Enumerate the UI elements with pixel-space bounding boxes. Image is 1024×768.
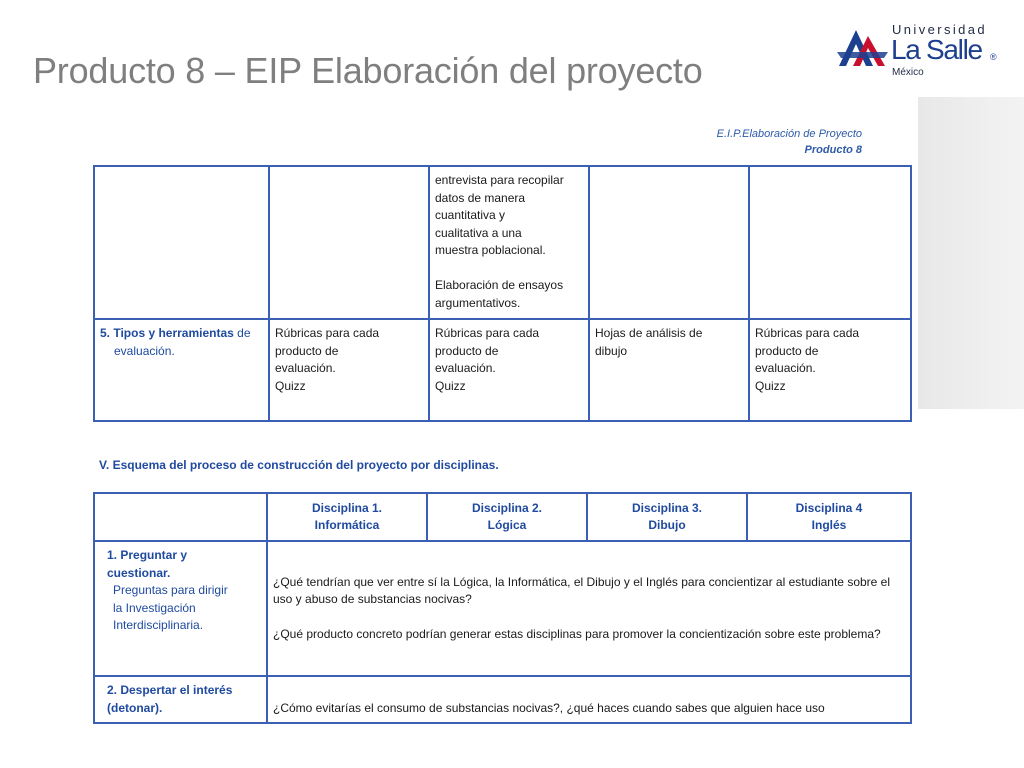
disciplines-table bbox=[93, 492, 912, 724]
la-salle-logo bbox=[836, 22, 1006, 82]
table-row bbox=[94, 676, 911, 723]
evaluation-label-tail: de bbox=[233, 326, 251, 340]
evaluation-label-line2: evaluación. bbox=[114, 343, 175, 358]
document-header-title: E.I.P.Elaboración de Proyecto bbox=[716, 128, 862, 140]
evaluation-cell-logica: Rúbricas para cada producto de evaluación. Quizz bbox=[429, 319, 589, 421]
document-header bbox=[717, 126, 862, 158]
interest-label-cell: 2. Despertar el interés (detonar). bbox=[94, 676, 267, 723]
document-header-product: Producto 8 bbox=[804, 144, 862, 156]
discipline-3-header: Disciplina 3. Dibujo bbox=[587, 493, 747, 541]
document-scan bbox=[86, 116, 918, 726]
evaluation-label-bold: 5. Tipos y herramientas bbox=[100, 326, 234, 340]
question-content-cell: ¿Qué tendrían que ver entre sí la Lógica, la Informática, el Dibujo y el Inglés para concientizar al estudiante sobre el uso y abuso de substancias nocivas? ¿Qué producto concreto podrían generar estas disciplinas para promover la concientización sobre este problema? bbox=[267, 541, 911, 676]
discipline-2-header: Disciplina 2. Lógica bbox=[427, 493, 587, 541]
question-label-cell bbox=[94, 541, 267, 676]
slide-title: Producto 8 – EIP Elaboración del proyecto bbox=[33, 50, 703, 91]
evaluation-cell-dibujo: Hojas de análisis de dibujo bbox=[589, 319, 749, 421]
table-row bbox=[94, 166, 911, 319]
table-cell bbox=[94, 166, 269, 319]
logo-country-text: México bbox=[892, 67, 924, 78]
logo-registered-mark: ® bbox=[990, 52, 997, 62]
question-label-rest: Preguntas para dirigir la Investigación Interdisciplinaria. bbox=[113, 583, 228, 632]
evaluation-cell-ingles: Rúbricas para cada producto de evaluación. Quizz bbox=[749, 319, 911, 421]
table-header-row bbox=[94, 493, 911, 541]
evaluation-table bbox=[93, 165, 912, 422]
table-cell bbox=[94, 493, 267, 541]
evaluation-cell-informatica: Rúbricas para cada producto de evaluación. Quizz bbox=[269, 319, 429, 421]
logo-university-text: Universidad bbox=[892, 22, 988, 37]
logo-name-text: La Salle bbox=[891, 34, 982, 65]
section-v-heading: V. Esquema del proceso de construcción del proyecto por disciplinas. bbox=[99, 458, 499, 472]
table-cell-activities: entrevista para recopilar datos de manera cuantitativa y cualitativa a una muestra poblacional. Elaboración de ensayos argumentativos. bbox=[429, 166, 589, 319]
la-salle-star-icon bbox=[836, 22, 890, 76]
interest-content-cell: ¿Cómo evitarías el consumo de substancias nocivas?, ¿qué haces cuando sabes que alguien hace uso bbox=[267, 676, 911, 723]
table-row bbox=[94, 319, 911, 421]
evaluation-label-cell bbox=[94, 319, 269, 421]
table-row bbox=[94, 541, 911, 676]
discipline-1-header: Disciplina 1. Informática bbox=[267, 493, 427, 541]
table-cell bbox=[589, 166, 749, 319]
table-cell bbox=[749, 166, 911, 319]
discipline-4-header: Disciplina 4 Inglés bbox=[747, 493, 911, 541]
question-label-bold: 1. Preguntar y cuestionar. bbox=[107, 548, 188, 580]
table-cell bbox=[269, 166, 429, 319]
decorative-grey-bar bbox=[918, 97, 1024, 409]
